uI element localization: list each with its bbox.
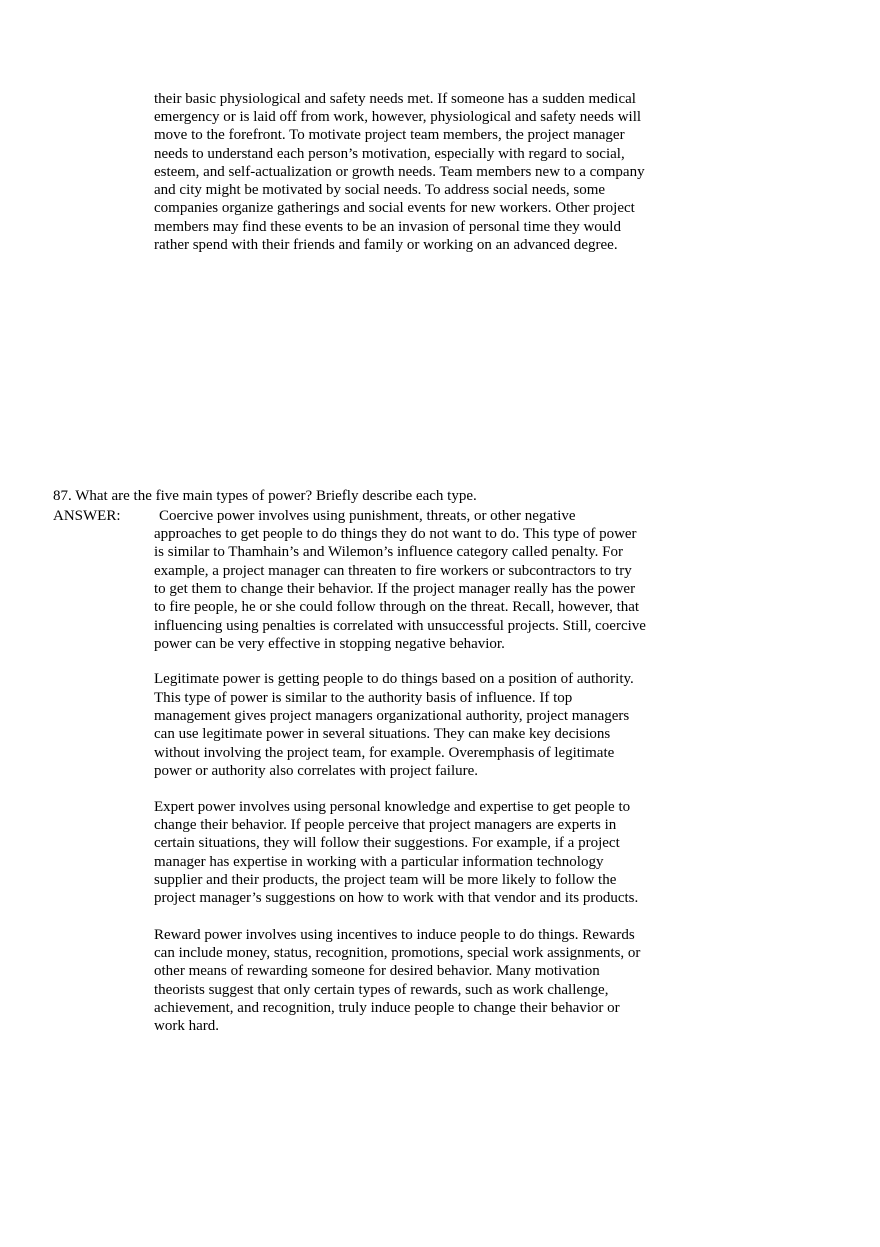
text-line: certain situations, they will follow their suggestions. For example, if a project (154, 835, 620, 851)
text-line: to fire people, he or she could follow through on the threat. Recall, however, that (154, 599, 640, 615)
text-line: rather spend with their friends and family or working on an advanced degree. (154, 237, 618, 253)
text-line: Reward power involves using incentives to induce people to do things. Rewards (154, 927, 635, 943)
text-line: This type of power is similar to the authority basis of influence. If top (154, 690, 573, 706)
text-line: approaches to get people to do things they do not want to do. This type of power (154, 526, 637, 542)
text-line: theorists suggest that only certain types of rewards, such as work challenge, (154, 982, 609, 998)
text-line: achievement, and recognition, truly induce people to change their behavior or (154, 1000, 620, 1016)
text-line: manager has expertise in working with a particular information technology (154, 854, 604, 870)
text-line: Legitimate power is getting people to do things based on a position of authority. (154, 671, 634, 687)
text-line: move to the forefront. To motivate project team members, the project manager (154, 127, 625, 143)
text-line: project manager’s suggestions on how to work with that vendor and its products. (154, 890, 639, 906)
answer-label: ANSWER: (53, 508, 121, 524)
text-line: change their behavior. If people perceive that project managers are experts in (154, 817, 617, 833)
text-line: work hard. (154, 1018, 219, 1034)
answer-first-line: Coercive power involves using punishment, threats, or other negative (159, 508, 576, 524)
text-line: to get them to change their behavior. If the project manager really has the power (154, 581, 636, 597)
question-text: 87. What are the five main types of power? Briefly describe each type. (53, 488, 477, 504)
text-line: can include money, status, recognition, promotions, special work assignments, or (154, 945, 641, 961)
text-line: companies organize gatherings and social events for new workers. Other project (154, 200, 635, 216)
text-line: example, a project manager can threaten to fire workers or subcontractors to try (154, 563, 632, 579)
text-line: Expert power involves using personal knowledge and expertise to get people to (154, 799, 631, 815)
text-line: other means of rewarding someone for desired behavior. Many motivation (154, 963, 600, 979)
text-line: power or authority also correlates with project failure. (154, 763, 479, 779)
text-line: is similar to Thamhain’s and Wilemon’s influence category called penalty. For (154, 544, 623, 560)
text-line: members may find these events to be an invasion of personal time they would (154, 219, 621, 235)
text-line: their basic physiological and safety needs met. If someone has a sudden medical (154, 91, 636, 107)
text-line: without involving the project team, for example. Overemphasis of legitimate (154, 745, 615, 761)
text-line: emergency or is laid off from work, however, physiological and safety needs will (154, 109, 642, 125)
text-line: management gives project managers organizational authority, project managers (154, 708, 630, 724)
text-line: supplier and their products, the project team will be more likely to follow the (154, 872, 617, 888)
text-line: esteem, and self-actualization or growth needs. Team members new to a company (154, 164, 645, 180)
text-line: influencing using penalties is correlated with unsuccessful projects. Still, coercive (154, 618, 646, 634)
text-line: needs to understand each person’s motivation, especially with regard to social, (154, 146, 625, 162)
text-line: can use legitimate power in several situations. They can make key decisions (154, 726, 611, 742)
text-line: and city might be motivated by social needs. To address social needs, some (154, 182, 606, 198)
text-line: power can be very effective in stopping negative behavior. (154, 636, 505, 652)
